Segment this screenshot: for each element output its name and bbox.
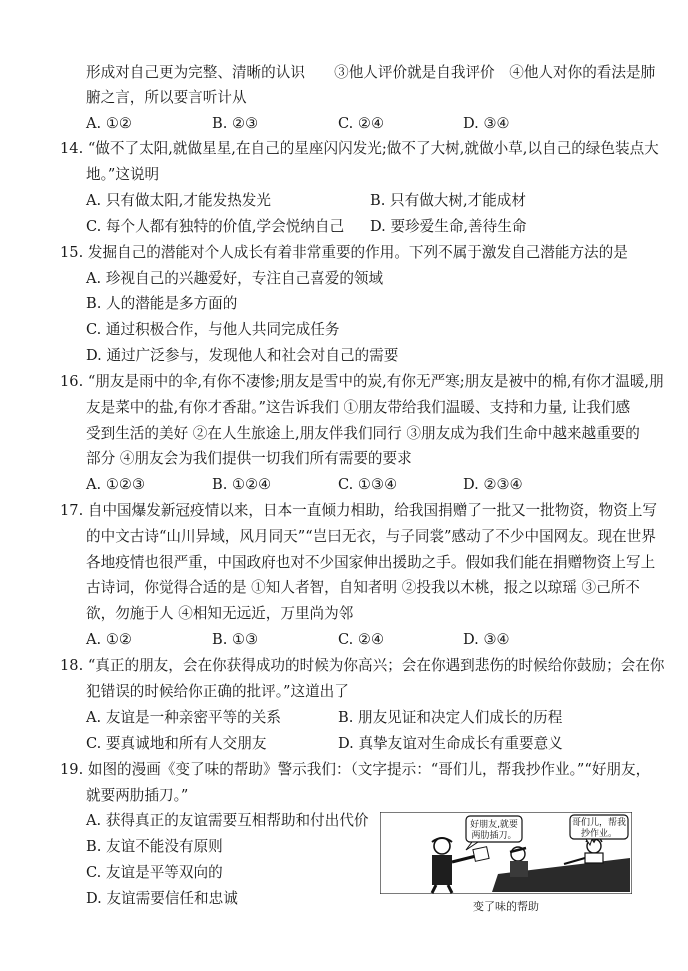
q17-option-d: D. ③④ (463, 631, 510, 648)
q19-option-d: D. 友谊需要信任和忠诚 (86, 890, 238, 907)
q18-option-d: D. 真挚友谊对生命成长有重要意义 (338, 735, 563, 752)
q18-line-1: 18. “真正的朋友，会在你获得成功的时候为你高兴；会在你遇到悲伤的时候给你鼓励；会在你 (60, 657, 665, 674)
cartoon-drawing (380, 812, 632, 894)
q13-option-b: B. ②③ (212, 115, 259, 132)
q14-option-c: C. 每个人都有独特的价值,学会悦纳自己 (86, 218, 345, 235)
q19-option-c: C. 友谊是平等双向的 (86, 864, 223, 881)
q17-line-3: 各地疫情也很严重，中国政府也对不少国家伸出援助之手。假如我们能在捐赠物资上写上 (86, 554, 656, 571)
q14-option-b: B. 只有做大树,才能成材 (370, 192, 526, 209)
q17-option-c: C. ②④ (338, 631, 385, 648)
q16-option-c: C. ①③④ (338, 476, 398, 493)
q16-line-3: 受到生活的美好 ②在人生旅途上,朋友伴我们同行 ③朋友成为我们生命中越来越重要的 (86, 425, 640, 442)
q13-option-c: C. ②④ (338, 115, 385, 132)
q15-option-d: D. 通过广泛参与，发现他人和社会对自己的需要 (86, 347, 399, 364)
q14-line-1: 14. “做不了太阳,就做星星,在自己的星座闪闪发光;做不了大树,就做小草,以自己的绿色装点大 (60, 140, 659, 157)
q16-option-b: B. ①②④ (212, 476, 272, 493)
q18-option-b: B. 朋友见证和决定人们成长的历程 (338, 709, 563, 726)
q17-line-4: 古诗词，你觉得合适的是 ①知人者智，自知者明 ②投我以木桃，报之以琼瑶 ③己所不 (86, 579, 640, 596)
cartoon-bubble-left-text-1: 好朋友,就要 (470, 820, 518, 830)
cartoon-right-body (585, 853, 603, 863)
q14-option-a: A. 只有做太阳,才能发热发光 (86, 192, 271, 209)
q19-line-2: 就要两肋插刀。” (86, 787, 189, 804)
q18-option-a: A. 友谊是一种亲密平等的关系 (86, 709, 281, 726)
q13-line-2: 腑之言，所以要言听计从 (86, 89, 247, 106)
q16-line-2: 友是菜中的盐,有你才香甜。”这告诉我们 ①朋友带给我们温暖、支持和力量, 让我们感 (86, 399, 631, 416)
q17-line-2: 的中文古诗“山川异域，风月同天”“岂曰无衣，与子同裳”感动了不少中国网友。现在世界 (86, 528, 656, 545)
q13-option-a: A. ①② (86, 115, 132, 132)
q13-line-1: 形成对自己更为完整、清晰的认识 ③他人评价就是自我评价 ④他人对你的看法是肺 (86, 64, 656, 81)
q15-option-b: B. 人的潜能是多方面的 (86, 295, 238, 312)
q14-line-2: 地。”这说明 (86, 166, 160, 183)
q15-line-1: 15. 发掘自己的潜能对个人成长有着非常重要的作用。下列不属于激发自己潜能方法的是 (60, 244, 628, 261)
q16-line-1: 16. “朋友是雨中的伞,有你不凄惨;朋友是雪中的炭,有你无严寒;朋友是被中的棉,有你才温暖,朋 (60, 373, 664, 390)
q15-option-c: C. 通过积极合作，与他人共同完成任务 (86, 321, 340, 338)
q16-line-4: 部分 ④朋友会为我们提供一切我们所有需要的要求 (86, 450, 412, 467)
q16-option-d: D. ②③④ (463, 476, 523, 493)
q19-option-a: A. 获得真正的友谊需要互相帮助和付出代价 (86, 812, 369, 829)
q16-option-a: A. ①②③ (86, 476, 146, 493)
cartoon-paper (473, 847, 489, 862)
q19-line-1: 19. 如图的漫画《变了味的帮助》警示我们：（文字提示：“哥们儿，帮我抄作业。”“好朋友， (60, 761, 651, 778)
q18-line-2: 犯错误的时候给你正确的批评。”这道出了 (86, 683, 349, 700)
cartoon-bubble-right-text-1: 哥们儿，帮我 (571, 818, 627, 828)
q19-option-b: B. 友谊不能没有原则 (86, 838, 223, 855)
q17-line-1: 17. 自中国爆发新冠疫情以来，日本一直倾力相助，给我国捐赠了一批又一批物资，物资上写 (60, 502, 658, 519)
q17-line-5: 欲，勿施于人 ④相知无远近，万里尚为邻 (86, 605, 354, 622)
q17-option-b: B. ①③ (212, 631, 259, 648)
cartoon-caption: 变了味的帮助 (473, 900, 539, 913)
q14-option-d: D. 要珍爱生命,善待生命 (370, 218, 527, 235)
cartoon-middle-body (510, 861, 528, 877)
cartoon-left-head (434, 838, 450, 854)
q15-option-a: A. 珍视自己的兴趣爱好，专注自己喜爱的领域 (86, 270, 384, 287)
q18-option-c: C. 要真诚地和所有人交朋友 (86, 735, 267, 752)
cartoon-bubble-left-text-2: 两肋插刀。 (471, 831, 517, 841)
cartoon-illustration (380, 812, 632, 952)
cartoon-left-body (432, 855, 452, 885)
cartoon-bubble-right-text-2: 抄作业。 (580, 829, 618, 839)
q13-option-d: D. ③④ (463, 115, 510, 132)
q17-option-a: A. ①② (86, 631, 132, 648)
